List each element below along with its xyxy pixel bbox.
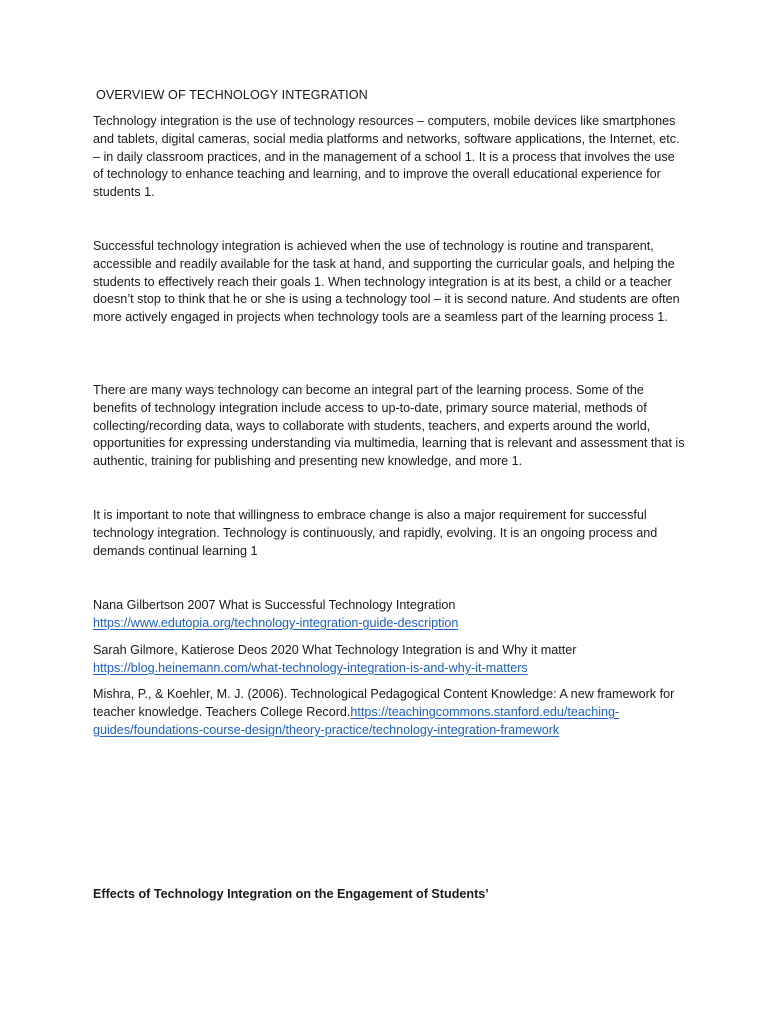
section-heading: Effects of Technology Integration on the Engagement of Students’ xyxy=(93,887,489,901)
paragraph-change: It is important to note that willingness to embrace change is also a major requirement for successful technology integration. Technology is continuously, and rapidly, evolving. It is an ongoing process and demands continual learning 1 xyxy=(93,508,658,558)
paragraph-benefits: There are many ways technology can become an integral part of the learning process. Some of the benefits of technology integration include access to up-to-date, primary source material, methods of collecting/recording data, ways to collaborate with students, teachers, and experts around the world, opportunities for expressing understanding via multimedia, learning that is relevant and assessment that is authentic, training for publishing and presenting new knowledge, and more 1. xyxy=(93,383,685,469)
document-title: OVERVIEW OF TECHNOLOGY INTEGRATION xyxy=(96,88,368,102)
reference-1 xyxy=(93,597,685,633)
reference-citation: Mishra, P., & Koehler, M. J. (2006). Technological Pedagogical Content Knowledge: A new framework for teacher knowledge. Teachers College Record. xyxy=(93,687,675,719)
reference-link[interactable]: https://blog.heinemann.com/what-technology-integration-is-and-why-it-matters xyxy=(93,660,528,675)
reference-citation: Sarah Gilmore, Katierose Deos 2020 What Technology Integration is and Why it matter xyxy=(93,643,577,657)
reference-citation: Nana Gilbertson 2007 What is Successful Technology Integration xyxy=(93,598,456,612)
paragraph-successful-integration: Successful technology integration is achieved when the use of technology is routine and transparent, accessible and readily available for the task at hand, and supporting the curricular goals, and helping the students to effectively reach their goals 1. When technology integration is at its best, a child or a teacher doesn’t stop to think that he or she is using a technology tool – it is second nature. And students are often more actively engaged in projects when technology tools are a seamless part of the learning process 1. xyxy=(93,239,680,325)
reference-2 xyxy=(93,642,685,678)
reference-3 xyxy=(93,686,685,739)
reference-link[interactable]: https://www.edutopia.org/technology-integration-guide-description xyxy=(93,615,459,630)
reference-link[interactable]: https://teachingcommons.stanford.edu/teaching-guides/foundations-course-design/theory-practice/technology-integration-framework xyxy=(93,704,620,737)
paragraph-definition: Technology integration is the use of technology resources – computers, mobile devices like smartphones and tablets, digital cameras, social media platforms and networks, software applications, the Internet, etc. – in daily classroom practices, and in the management of a school 1. It is a process that involves the use of technology to enhance teaching and learning, and to improve the overall educational experience for students 1. xyxy=(93,114,680,200)
